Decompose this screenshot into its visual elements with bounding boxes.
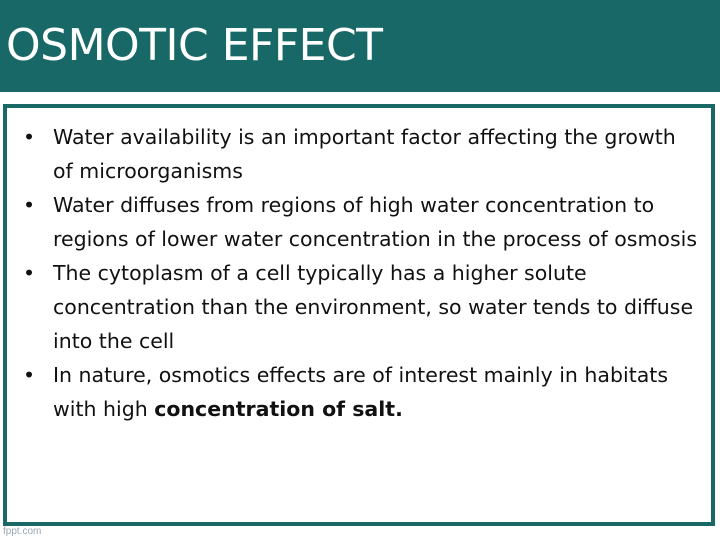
bullet-text: Water diffuses from regions of high water concentration to regions of lower water concentration in the process of osmosis [53,193,698,251]
bullet-item [21,256,701,358]
bullet-icon: • [23,193,36,217]
bullet-item [21,120,701,188]
bullet-text: The cytoplasm of a cell typically has a higher solute concentration than the environment, so water tends to diffuse into the cell [53,261,694,353]
slide-title: OSMOTIC EFFECT [6,20,383,71]
bullet-icon: • [23,261,36,285]
bullet-list [21,120,701,426]
bullet-item [21,358,701,426]
title-bar [0,0,720,92]
content-frame [3,104,715,526]
bullet-icon: • [23,125,36,149]
watermark: fppt.com [3,526,42,537]
bullet-text: In nature, osmotics effects are of interest mainly in habitats with high [53,363,669,421]
bullet-text: Water availability is an important factor affecting the growth of microorganisms [53,125,676,183]
bullet-icon: • [23,363,36,387]
bullet-item [21,188,701,256]
bullet-bold-text: concentration of salt. [154,397,403,421]
